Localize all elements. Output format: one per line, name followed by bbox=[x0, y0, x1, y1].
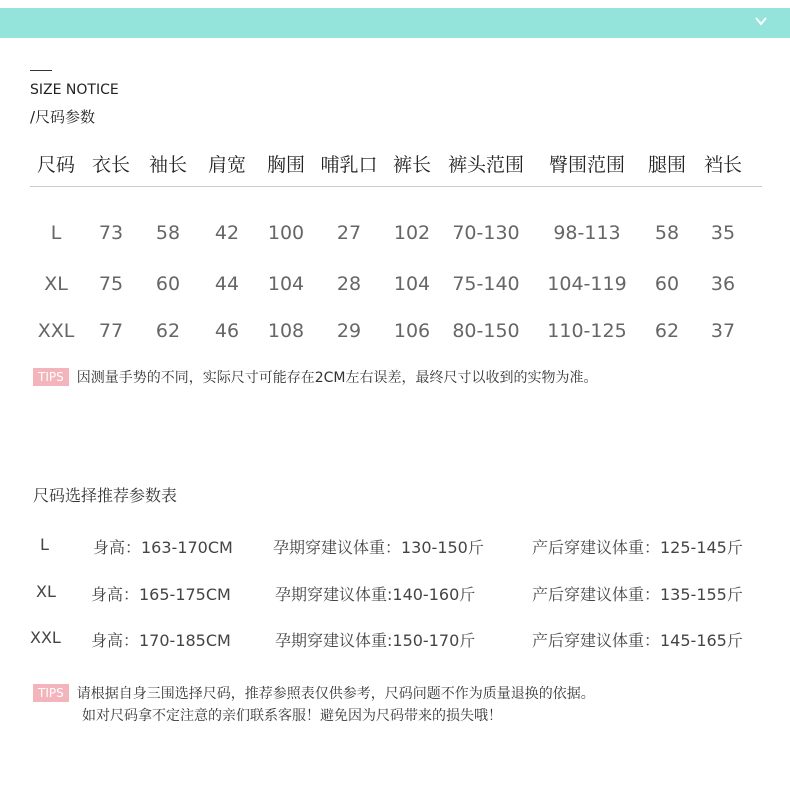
table-cell: 36 bbox=[710, 273, 736, 295]
header-cell: 袖长 bbox=[148, 154, 187, 176]
header-cell: 肩宽 bbox=[207, 154, 246, 176]
table-cell: 77 bbox=[98, 320, 124, 342]
table-cell: 46 bbox=[214, 320, 240, 342]
tips-badge: TIPS bbox=[33, 368, 69, 386]
header-cell: 裤头范围 bbox=[447, 154, 524, 176]
table-cell: 42 bbox=[214, 222, 240, 244]
table-cell: 110-125 bbox=[547, 320, 627, 342]
table-cell: 62 bbox=[155, 320, 181, 342]
header-cell: 裆长 bbox=[703, 154, 742, 176]
size-table-header bbox=[30, 150, 770, 177]
table-cell: 75 bbox=[98, 273, 124, 295]
table-row bbox=[30, 320, 770, 342]
recommend-height: 身高：165-175CM bbox=[91, 585, 231, 604]
table-cell: 27 bbox=[336, 222, 362, 244]
table-cell: L bbox=[50, 222, 62, 244]
top-banner bbox=[0, 8, 790, 38]
table-cell: 62 bbox=[654, 320, 680, 342]
table-cell: 28 bbox=[336, 273, 362, 295]
size-notice-subtitle: /尺码参数 bbox=[30, 108, 96, 126]
table-cell: 58 bbox=[654, 222, 680, 244]
recommend-postpartum-weight: 产后穿建议体重：125-145斤 bbox=[532, 538, 743, 557]
recommend-height: 身高：170-185CM bbox=[91, 631, 231, 650]
recommend-size: XL bbox=[36, 582, 56, 601]
tips-note-2 bbox=[33, 683, 595, 727]
title-dash bbox=[30, 70, 52, 71]
table-cell: 104 bbox=[267, 273, 305, 295]
recommend-size: XXL bbox=[30, 628, 61, 647]
table-cell: 73 bbox=[98, 222, 124, 244]
table-cell: 60 bbox=[654, 273, 680, 295]
table-cell: 80-150 bbox=[452, 320, 520, 342]
recommend-pregnancy-weight: 孕期穿建议体重:150-170斤 bbox=[275, 631, 476, 650]
recommend-size: L bbox=[40, 535, 49, 554]
header-cell: 腿围 bbox=[647, 154, 686, 176]
table-cell: 98-113 bbox=[553, 222, 621, 244]
header-divider bbox=[30, 186, 762, 187]
table-row bbox=[30, 273, 770, 295]
table-cell: 75-140 bbox=[452, 273, 520, 295]
tips-text-line1: 请根据自身三围选择尺码，推荐参照表仅供参考，尺码问题不作为质量退换的依据。 bbox=[76, 686, 595, 702]
chevron-down-icon[interactable] bbox=[754, 14, 768, 28]
tips-note bbox=[33, 367, 598, 387]
table-cell: 108 bbox=[267, 320, 305, 342]
recommend-pregnancy-weight: 孕期穿建议体重：130-150斤 bbox=[273, 538, 484, 557]
recommend-pregnancy-weight: 孕期穿建议体重:140-160斤 bbox=[275, 585, 476, 604]
table-cell: 70-130 bbox=[452, 222, 520, 244]
table-cell: 58 bbox=[155, 222, 181, 244]
recommend-title: 尺码选择推荐参数表 bbox=[33, 486, 178, 505]
table-cell: 104 bbox=[393, 273, 431, 295]
table-cell: 60 bbox=[155, 273, 181, 295]
header-cell: 裤长 bbox=[392, 154, 431, 176]
tips-badge: TIPS bbox=[33, 684, 69, 702]
table-cell: 106 bbox=[393, 320, 431, 342]
table-cell: 100 bbox=[267, 222, 305, 244]
header-cell: 尺码 bbox=[36, 154, 75, 176]
size-notice-title: SIZE NOTICE bbox=[30, 82, 119, 98]
tips-text-line2: 如对尺码拿不定注意的亲们联系客服！避免因为尺码带来的损失哦！ bbox=[82, 708, 502, 724]
recommend-postpartum-weight: 产后穿建议体重：145-165斤 bbox=[532, 631, 743, 650]
tips-text: 因测量手势的不同，实际尺寸可能存在2CM左右误差，最终尺寸以收到的实物为准。 bbox=[76, 370, 598, 386]
table-cell: 35 bbox=[710, 222, 736, 244]
header-cell: 哺乳口 bbox=[320, 154, 378, 176]
header-cell: 衣长 bbox=[91, 154, 130, 176]
recommend-postpartum-weight: 产后穿建议体重：135-155斤 bbox=[532, 585, 743, 604]
table-cell: 104-119 bbox=[547, 273, 627, 295]
table-cell: 29 bbox=[336, 320, 362, 342]
header-cell: 胸围 bbox=[266, 154, 305, 176]
header-cell: 臀围范围 bbox=[548, 154, 625, 176]
table-cell: 102 bbox=[393, 222, 431, 244]
table-cell: XL bbox=[44, 273, 68, 295]
table-cell: XXL bbox=[37, 320, 75, 342]
table-cell: 37 bbox=[710, 320, 736, 342]
table-cell: 44 bbox=[214, 273, 240, 295]
table-row bbox=[30, 222, 770, 244]
recommend-height: 身高：163-170CM bbox=[93, 538, 233, 557]
